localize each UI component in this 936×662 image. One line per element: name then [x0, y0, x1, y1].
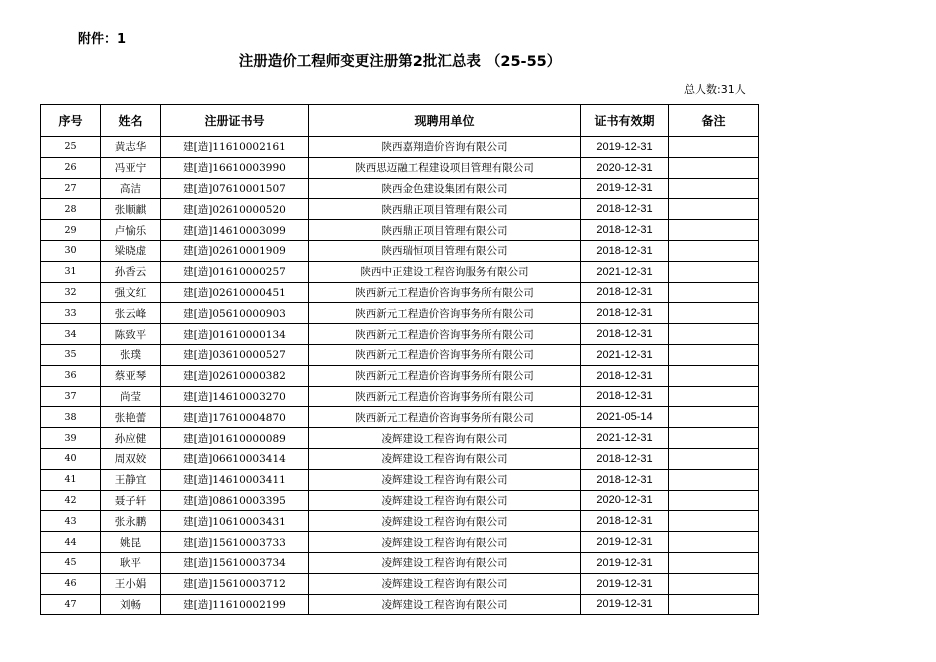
- table-row: [41, 178, 759, 199]
- cell-remarks: [669, 490, 759, 511]
- cell-cert-number: 建[造]15610003733: [161, 532, 309, 553]
- table-row: [41, 552, 759, 573]
- cell-index: 28: [41, 199, 101, 220]
- cell-company: 陕西鼎正项目管理有限公司: [309, 199, 581, 220]
- cell-name: 张艳蕾: [101, 407, 161, 428]
- cell-index: 43: [41, 511, 101, 532]
- table-row: [41, 199, 759, 220]
- cell-remarks: [669, 282, 759, 303]
- table-row: [41, 573, 759, 594]
- cell-index: 30: [41, 240, 101, 261]
- cell-cert-number: 建[造]11610002199: [161, 594, 309, 615]
- cell-validity: 2019-12-31: [581, 178, 669, 199]
- cell-cert-number: 建[造]07610001507: [161, 178, 309, 199]
- cell-index: 33: [41, 303, 101, 324]
- cell-validity: 2019-12-31: [581, 532, 669, 553]
- cell-remarks: [669, 324, 759, 345]
- cell-validity: 2019-12-31: [581, 552, 669, 573]
- cell-remarks: [669, 220, 759, 241]
- cell-remarks: [669, 240, 759, 261]
- cell-validity: 2018-12-31: [581, 469, 669, 490]
- cell-remarks: [669, 365, 759, 386]
- cell-company: 陕西新元工程造价咨询事务所有限公司: [309, 344, 581, 365]
- cell-cert-number: 建[造]02610000451: [161, 282, 309, 303]
- cell-remarks: [669, 178, 759, 199]
- cell-remarks: [669, 386, 759, 407]
- cell-index: 27: [41, 178, 101, 199]
- table-row: [41, 137, 759, 158]
- cell-company: 陕西新元工程造价咨询事务所有限公司: [309, 282, 581, 303]
- cell-name: 周双姣: [101, 448, 161, 469]
- cell-index: 37: [41, 386, 101, 407]
- cell-company: 陕西中正建设工程咨询服务有限公司: [309, 261, 581, 282]
- cell-name: 强文红: [101, 282, 161, 303]
- table-row: [41, 344, 759, 365]
- cell-cert-number: 建[造]11610002161: [161, 137, 309, 158]
- cell-cert-number: 建[造]03610000527: [161, 344, 309, 365]
- cell-name: 刘畅: [101, 594, 161, 615]
- header-remarks: 备注: [669, 105, 759, 137]
- cell-index: 29: [41, 220, 101, 241]
- table-row: [41, 448, 759, 469]
- total-count: 总人数:31人: [684, 83, 746, 96]
- table-row: [41, 365, 759, 386]
- cell-remarks: [669, 157, 759, 178]
- cell-index: 40: [41, 448, 101, 469]
- cell-remarks: [669, 407, 759, 428]
- header-index: 序号: [41, 105, 101, 137]
- cell-validity: 2018-12-31: [581, 282, 669, 303]
- cell-cert-number: 建[造]10610003431: [161, 511, 309, 532]
- cell-validity: 2020-12-31: [581, 157, 669, 178]
- cell-cert-number: 建[造]14610003270: [161, 386, 309, 407]
- table-row: [41, 240, 759, 261]
- header-validity: 证书有效期: [581, 105, 669, 137]
- cell-company: 凌辉建设工程咨询有限公司: [309, 511, 581, 532]
- cell-validity: 2020-12-31: [581, 490, 669, 511]
- cell-cert-number: 建[造]14610003411: [161, 469, 309, 490]
- cell-name: 卢愉乐: [101, 220, 161, 241]
- cell-validity: 2018-12-31: [581, 199, 669, 220]
- cell-index: 38: [41, 407, 101, 428]
- cell-index: 31: [41, 261, 101, 282]
- cell-name: 黄志华: [101, 137, 161, 158]
- cell-cert-number: 建[造]15610003734: [161, 552, 309, 573]
- cell-company: 凌辉建设工程咨询有限公司: [309, 428, 581, 449]
- cell-name: 蔡亚琴: [101, 365, 161, 386]
- cell-remarks: [669, 511, 759, 532]
- cell-index: 25: [41, 137, 101, 158]
- cell-index: 32: [41, 282, 101, 303]
- cell-validity: 2018-12-31: [581, 220, 669, 241]
- cell-index: 39: [41, 428, 101, 449]
- registration-table: [40, 104, 759, 615]
- cell-company: 陕西嘉翔造价咨询有限公司: [309, 137, 581, 158]
- cell-cert-number: 建[造]15610003712: [161, 573, 309, 594]
- cell-cert-number: 建[造]02610001909: [161, 240, 309, 261]
- cell-company: 陕西新元工程造价咨询事务所有限公司: [309, 365, 581, 386]
- cell-name: 孙香云: [101, 261, 161, 282]
- header-cert-number: 注册证书号: [161, 105, 309, 137]
- cell-remarks: [669, 344, 759, 365]
- cell-name: 张顺麒: [101, 199, 161, 220]
- header-company: 现聘用单位: [309, 105, 581, 137]
- cell-company: 陕西新元工程造价咨询事务所有限公司: [309, 303, 581, 324]
- cell-validity: 2019-12-31: [581, 594, 669, 615]
- cell-index: 44: [41, 532, 101, 553]
- table-row: [41, 220, 759, 241]
- cell-index: 46: [41, 573, 101, 594]
- cell-company: 凌辉建设工程咨询有限公司: [309, 490, 581, 511]
- page-title: 注册造价工程师变更注册第2批汇总表 （25-55）: [238, 54, 562, 70]
- cell-name: 聂子轩: [101, 490, 161, 511]
- cell-company: 陕西思迈融工程建设项目管理有限公司: [309, 157, 581, 178]
- cell-name: 张云峰: [101, 303, 161, 324]
- cell-validity: 2021-05-14: [581, 407, 669, 428]
- cell-validity: 2018-12-31: [581, 448, 669, 469]
- table-row: [41, 407, 759, 428]
- cell-cert-number: 建[造]16610003990: [161, 157, 309, 178]
- cell-remarks: [669, 448, 759, 469]
- cell-cert-number: 建[造]08610003395: [161, 490, 309, 511]
- cell-name: 梁晓虚: [101, 240, 161, 261]
- cell-validity: 2019-12-31: [581, 573, 669, 594]
- cell-name: 尚莹: [101, 386, 161, 407]
- cell-index: 26: [41, 157, 101, 178]
- cell-validity: 2021-12-31: [581, 344, 669, 365]
- table-row: [41, 303, 759, 324]
- cell-validity: 2018-12-31: [581, 365, 669, 386]
- table-row: [41, 511, 759, 532]
- cell-validity: 2018-12-31: [581, 511, 669, 532]
- cell-company: 凌辉建设工程咨询有限公司: [309, 594, 581, 615]
- table-header-row: [41, 105, 759, 137]
- cell-company: 陕西新元工程造价咨询事务所有限公司: [309, 407, 581, 428]
- cell-name: 姚昆: [101, 532, 161, 553]
- cell-name: 孙应健: [101, 428, 161, 449]
- cell-validity: 2021-12-31: [581, 261, 669, 282]
- cell-cert-number: 建[造]06610003414: [161, 448, 309, 469]
- cell-remarks: [669, 532, 759, 553]
- cell-remarks: [669, 552, 759, 573]
- table-row: [41, 428, 759, 449]
- cell-name: 冯亚宁: [101, 157, 161, 178]
- table-row: [41, 282, 759, 303]
- cell-index: 41: [41, 469, 101, 490]
- table-row: [41, 386, 759, 407]
- cell-index: 42: [41, 490, 101, 511]
- table-row: [41, 469, 759, 490]
- cell-company: 陕西鼎正项目管理有限公司: [309, 220, 581, 241]
- table-row: [41, 157, 759, 178]
- table-row: [41, 261, 759, 282]
- cell-name: 张璞: [101, 344, 161, 365]
- cell-cert-number: 建[造]14610003099: [161, 220, 309, 241]
- table-row: [41, 594, 759, 615]
- cell-company: 凌辉建设工程咨询有限公司: [309, 448, 581, 469]
- cell-name: 陈致平: [101, 324, 161, 345]
- cell-index: 45: [41, 552, 101, 573]
- cell-cert-number: 建[造]01610000257: [161, 261, 309, 282]
- cell-company: 陕西新元工程造价咨询事务所有限公司: [309, 386, 581, 407]
- cell-cert-number: 建[造]02610000520: [161, 199, 309, 220]
- table-row: [41, 490, 759, 511]
- cell-validity: 2018-12-31: [581, 386, 669, 407]
- cell-company: 陕西瑞恒项目管理有限公司: [309, 240, 581, 261]
- cell-name: 张永鹏: [101, 511, 161, 532]
- attachment-label: 附件：1: [78, 32, 127, 47]
- cell-company: 陕西新元工程造价咨询事务所有限公司: [309, 324, 581, 345]
- table-row: [41, 532, 759, 553]
- cell-validity: 2019-12-31: [581, 137, 669, 158]
- cell-validity: 2018-12-31: [581, 324, 669, 345]
- table-body: [41, 137, 759, 615]
- cell-company: 凌辉建设工程咨询有限公司: [309, 552, 581, 573]
- cell-name: 高洁: [101, 178, 161, 199]
- cell-company: 凌辉建设工程咨询有限公司: [309, 469, 581, 490]
- cell-remarks: [669, 261, 759, 282]
- cell-cert-number: 建[造]05610000903: [161, 303, 309, 324]
- cell-validity: 2021-12-31: [581, 428, 669, 449]
- cell-index: 35: [41, 344, 101, 365]
- cell-cert-number: 建[造]01610000089: [161, 428, 309, 449]
- cell-cert-number: 建[造]17610004870: [161, 407, 309, 428]
- cell-name: 王小娟: [101, 573, 161, 594]
- cell-remarks: [669, 428, 759, 449]
- cell-remarks: [669, 469, 759, 490]
- cell-cert-number: 建[造]02610000382: [161, 365, 309, 386]
- cell-index: 36: [41, 365, 101, 386]
- cell-name: 耿平: [101, 552, 161, 573]
- cell-company: 凌辉建设工程咨询有限公司: [309, 532, 581, 553]
- cell-validity: 2018-12-31: [581, 240, 669, 261]
- cell-index: 47: [41, 594, 101, 615]
- header-name: 姓名: [101, 105, 161, 137]
- cell-name: 王静宜: [101, 469, 161, 490]
- cell-remarks: [669, 594, 759, 615]
- cell-validity: 2018-12-31: [581, 303, 669, 324]
- table-row: [41, 324, 759, 345]
- cell-remarks: [669, 137, 759, 158]
- cell-company: 陕西金色建设集团有限公司: [309, 178, 581, 199]
- cell-remarks: [669, 573, 759, 594]
- cell-index: 34: [41, 324, 101, 345]
- cell-remarks: [669, 303, 759, 324]
- cell-remarks: [669, 199, 759, 220]
- cell-cert-number: 建[造]01610000134: [161, 324, 309, 345]
- cell-company: 凌辉建设工程咨询有限公司: [309, 573, 581, 594]
